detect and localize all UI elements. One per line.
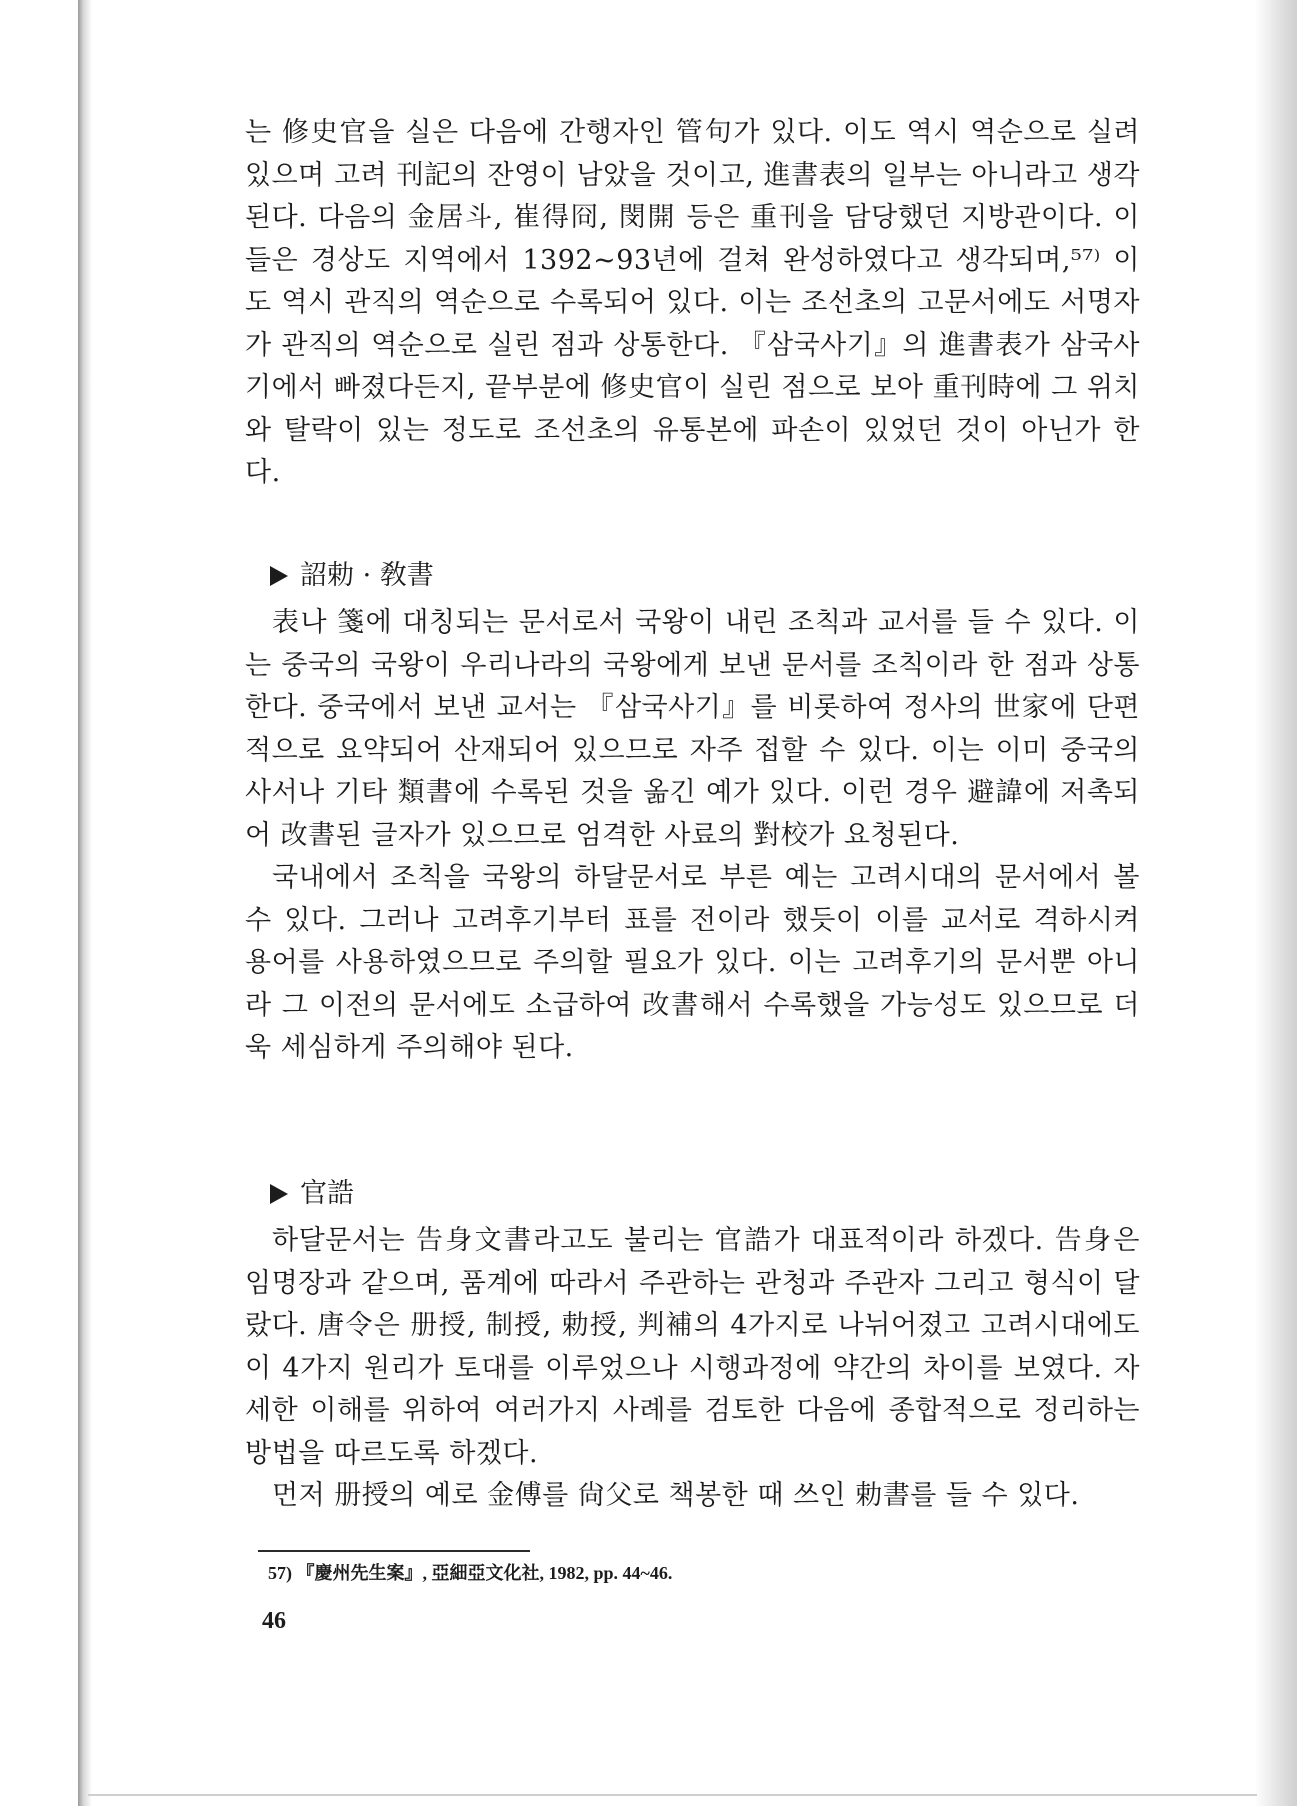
section-heading-edicts [270, 556, 434, 596]
section-heading-appointment [270, 1174, 354, 1214]
section-body-appointment [245, 1220, 1140, 1518]
footnote-rule [258, 1550, 530, 1552]
footnote: 57) 『慶州先生案』, 亞細亞文化社, 1982, pp. 44~46. [268, 1563, 673, 1583]
section-heading-label: 官誥 [300, 1178, 354, 1209]
section-body-edicts [245, 602, 1140, 1070]
paragraph: 는 修史官을 실은 다음에 간행자인 管句가 있다. 이도 역시 역순으로 실려 있으며 고려 刊記의 잔영이 남았을 것이고, 進書表의 일부는 아니라고 생각된다. 다음의 金居斗, 崔得冏, 閔開 등은 重刊을 담당했던 지방관이다. 이들은 경상도 지역에서 1392~93년에 걸쳐 완성하였다고 생각되며,⁵⁷⁾ 이도 역시 관직의 역순으로 수록되어 있다. 이는 조선초의 고문서에도 서명자가 관직의 역순으로 실린 점과 상통한다. 『삼국사기』의 進書表가 삼국사기에서 빠졌다든지, 끝부분에 修史官이 실린 점으로 보아 重刊時에 그 위치와 탈락이 있는 정도로 조선초의 유통본에 파손이 있었던 것이 아닌가 한다. [245, 117, 1140, 488]
paragraph: 국내에서 조칙을 국왕의 하달문서로 부른 예는 고려시대의 문서에서 볼 수 있다. 그러나 고려후기부터 표를 전이라 했듯이 이를 교서로 격하시켜 용어를 사용하였으므로 주의할 필요가 있다. 이는 고려후기의 문서뿐 아니라 그 이전의 문서에도 소급하여 改書해서 수록했을 가능성도 있으므로 더욱 세심하게 주의해야 된다. [245, 862, 1140, 1063]
page-border-bottom [88, 1794, 1257, 1796]
paragraph: 表나 箋에 대칭되는 문서로서 국왕이 내린 조칙과 교서를 들 수 있다. 이는 중국의 국왕이 우리나라의 국왕에게 보낸 문서를 조칙이라 한 점과 상통한다. 중국에서 보낸 교서는 『삼국사기』를 비롯하여 정사의 世家에 단편적으로 요약되어 산재되어 있으므로 자주 접할 수 있다. 이는 이미 중국의 사서나 기타 類書에 수록된 것을 옮긴 예가 있다. 이런 경우 避諱에 저촉되어 改書된 글자가 있으므로 엄격한 사료의 對校가 요청된다. [245, 607, 1140, 851]
page-shadow-left [78, 0, 92, 1806]
page-edge-right [1255, 0, 1297, 1806]
paragraph: 먼저 册授의 예로 金傅를 尙父로 책봉한 때 쓰인 勅書를 들 수 있다. [272, 1480, 1080, 1511]
body-text-top [245, 112, 1140, 495]
page-number: 46 [262, 1608, 286, 1634]
triangle-bullet-icon [270, 1184, 288, 1204]
triangle-bullet-icon [270, 566, 288, 586]
section-heading-label: 詔勅 · 敎書 [300, 560, 434, 591]
paragraph: 하달문서는 告身文書라고도 불리는 官誥가 대표적이라 하겠다. 告身은 임명장과 같으며, 품계에 따라서 주관하는 관청과 주관자 그리고 형식이 달랐다. 唐令은 册授, 制授, 勅授, 判補의 4가지로 나뉘어졌고 고려시대에도 이 4가지 원리가 토대를 이루었으나 시행과정에 약간의 차이를 보였다. 자세한 이해를 위하여 여러가지 사례를 검토한 다음에 종합적으로 정리하는 방법을 따르도록 하겠다. [245, 1225, 1140, 1469]
